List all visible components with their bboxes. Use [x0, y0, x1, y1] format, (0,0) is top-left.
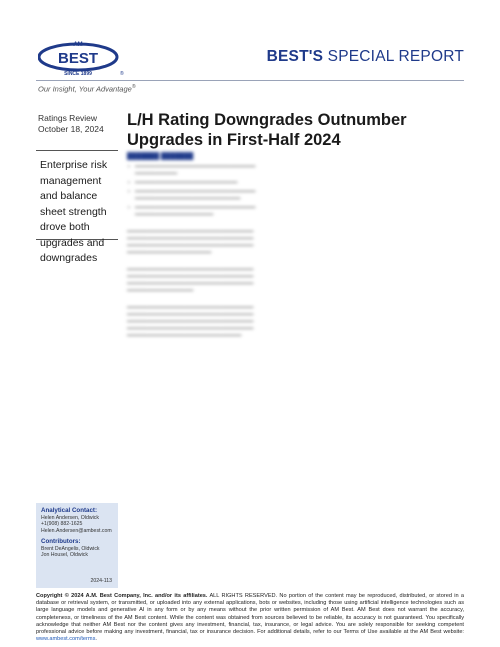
logo-mark: ® [120, 71, 124, 77]
tagline-mark: ® [131, 84, 136, 90]
report-code: 2024-113 [90, 577, 112, 584]
contributor-2: Jon Housel, Oldwick [41, 552, 88, 558]
logo-name: BEST [57, 50, 99, 67]
am-best-logo [38, 38, 134, 78]
copyright-footer [36, 593, 464, 643]
sidebar-meta [38, 113, 104, 135]
report-date: October 18, 2024 [38, 124, 104, 134]
contributor-1: Brent DeAngelis, Oldwick [41, 545, 100, 552]
copyright-end: . [95, 636, 97, 643]
contributors-header: Contributors: [41, 538, 81, 545]
analyst-name: Helen Andersen, Oldwick [41, 514, 99, 521]
analyst-email[interactable]: Helen.Andersen@ambest.com [41, 527, 112, 534]
logo-since: SINCE 1899 [64, 71, 92, 77]
blurred-body-text: ███████ ███████ • ━━━━━━━━━━━━━━━━━━━━━━━━━━━━━━━━━━━━━━━━ ━━━━━━━━━━━━━━ • ━━━━━━━━━━━━━━━━━━━━━━━━━━━━━━━━━━ • ━━━━━━━━━━━━━━━━━━━━━━━━━━━━━━━━━━━━━━━━ ━━━━━━━━━━━━━━━━━━━━━━━━━━━━━━━━━━━ • ━━━━━━━━━━━━━━━━━━━━━━━━━━━━━━━━━━━━━━━━ ━━━━━━━━━━━━━━━━━━━━━━━━━━ ━━━━━━━━━━━━━━━━━━━━━━━━━━━━━━━━━━━━━━━━━━ ━━━━━━━━━━━━━━━━━━━━━━━━━━━━━━━━━━━━━━━━━━ ━━━━━━━━━━━━━━━━━━━━━━━━━━━━━━━━━━━━━━━━━━ ━━━━━━━━━━━━━━━━━━━━━━━━━━━━ ━━━━━━━━━━━━━━━━━━━━━━━━━━━━━━━━━━━━━━━━━━ ━━━━━━━━━━━━━━━━━━━━━━━━━━━━━━━━━━━━━━━━━━ ━━━━━━━━━━━━━━━━━━━━━━━━━━━━━━━━━━━━━━━━━━ ━━━━━━━━━━━━━━━━━━━━━━ ━━━━━━━━━━━━━━━━━━━━━━━━━━━━━━━━━━━━━━━━━━ ━━━━━━━━━━━━━━━━━━━━━━━━━━━━━━━━━━━━━━━━━━ ━━━━━━━━━━━━━━━━━━━━━━━━━━━━━━━━━━━━━━━━━━ ━━━━━━━━━━━━━━━━━━━━━━━━━━━━━━━━━━━━━━━━━━ ━━━━━━━━━━━━━━━━━━━━━━━━━━━━━━━━━━━━━━ [127, 153, 467, 340]
tagline [38, 84, 136, 94]
sidebar-highlight: Enterprise risk management and balance sheet strength drove both upgrades and downgrades [40, 159, 108, 264]
logo-top-text: AM [73, 42, 83, 48]
report-title-rest: SPECIAL REPORT [323, 48, 464, 65]
header-divider [36, 80, 464, 81]
analytical-contact-header: Analytical Contact: [41, 507, 98, 514]
terms-link[interactable]: www.ambest.com/terms [36, 636, 96, 643]
page-title: L/H Rating Downgrades Outnumber Upgrades in First-Half 2024 [127, 111, 407, 149]
report-category: Ratings Review [38, 113, 98, 123]
report-title [267, 48, 464, 66]
copyright-bold: Copyright © 2024 A.M. Best Company, Inc. and/or its affiliates. [36, 593, 208, 599]
report-title-bold: BEST'S [266, 48, 324, 65]
tagline-text: Our Insight, Your Advantage [38, 84, 132, 94]
contact-box [36, 503, 118, 588]
analyst-phone: +1(908) 882-1625 [41, 521, 83, 527]
copyright-text: ALL RIGHTS RESERVED. No portion of the content may be reproduced, distributed, or stored in a database or retrieval system, or transmitted, or uploaded into any external applications, bots or websites, including those using artificial intelligence technologies such as large language models and generative AI in any form or by any means without the prior written permission of AM Best. AM Best does not warrant the accuracy, completeness, or timeliness of the AM Best content. While the content was obtained from sources believed to be reliable, its accuracy is not guaranteed. You specifically acknowledge that neither AM Best nor the content gives any investment, financial, tax, insurance, or legal advice. You are solely responsible for seeking competent professional advice before making any investment, financial, tax or insurance decision. For additional details, refer to our Terms of Use available at the AM Best website: [36, 593, 464, 636]
